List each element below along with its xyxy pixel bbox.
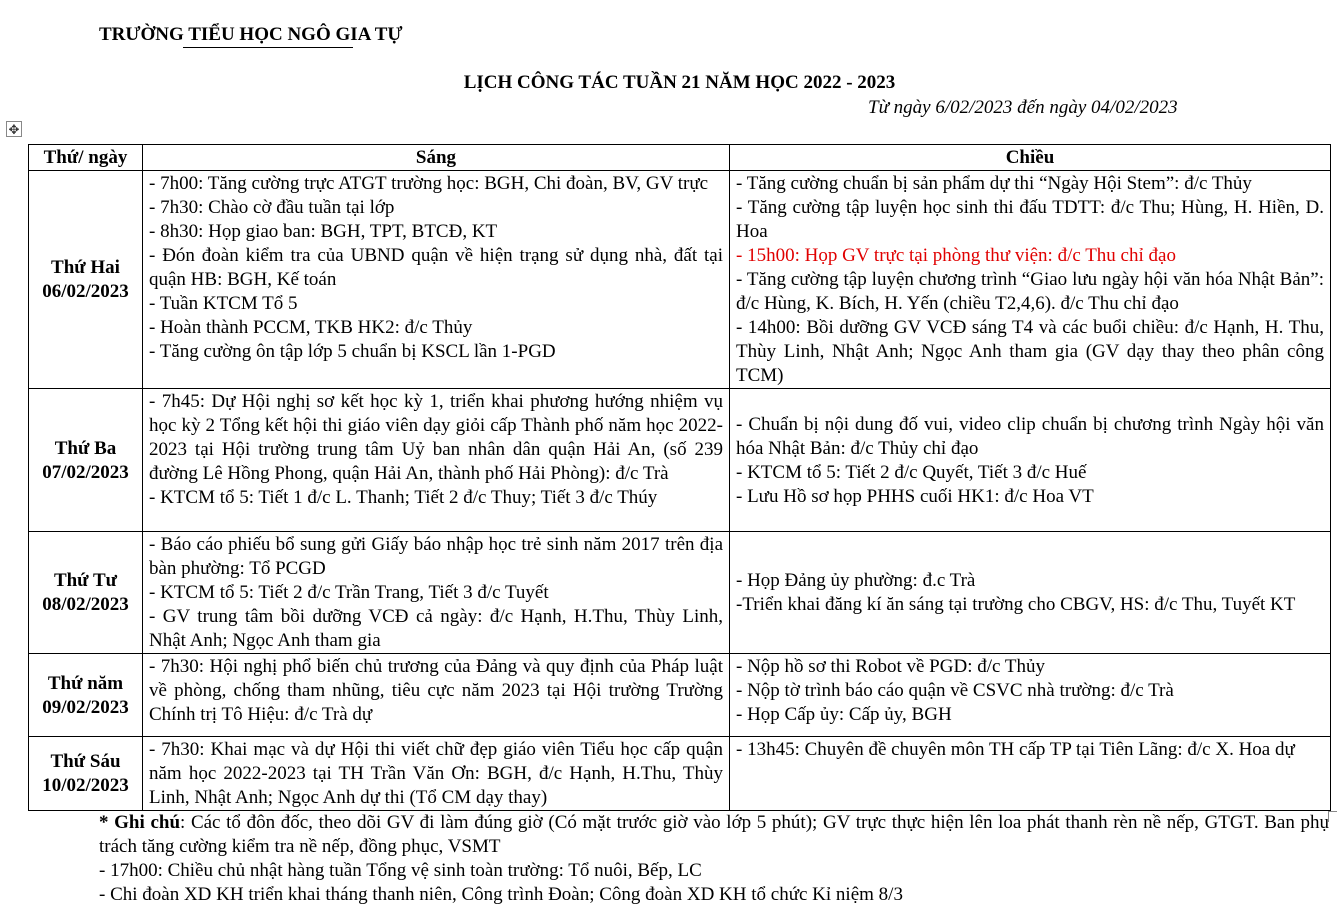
schedule-item: - 7h30: Chào cờ đầu tuần tại lớp [149,197,395,218]
schedule-item: - Nộp hồ sơ thi Robot về PGD: đ/c Thủy [736,656,1045,677]
table-row [29,171,1331,389]
schedule-item: - 7h00: Tăng cường trực ATGT trường học: BGH, Chi đoàn, BV, GV trực [149,173,709,194]
notes-text: : Các tổ đôn đốc, theo dõi GV đi làm đúng giờ (Có mặt trước giờ vào lớp 5 phút); GV trực thực hiện lên loa phát thanh rèn nề nếp, GTGT. Ban phụ trách tăng cường kiểm tra nề nếp, đồng phục, VSMT [99,812,1329,857]
document-body [28,144,1330,907]
day-cell [29,389,143,532]
afternoon-cell [730,737,1331,811]
day-name: Thứ Ba [54,437,117,459]
afternoon-cell [730,389,1331,532]
schedule-item: - GV trung tâm bồi dưỡng VCĐ cả ngày: đ/c Hạnh, H.Thu, Thùy Linh, Nhật Anh; Ngọc Anh tham gia [149,606,723,651]
day-name: Thứ năm [47,672,124,694]
table-row [29,389,1331,532]
notes-line: - Chi đoàn XD KH triển khai tháng thanh niên, Công trình Đoàn; Công đoàn XD KH tổ chức Kỉ niệm 8/3 [99,884,903,905]
schedule-item: - Tăng cường tập luyện chương trình “Giao lưu ngày hội văn hóa Nhật Bản”: đ/c Hùng, K. Bích, H. Yến (chiều T2,4,6). đ/c Thu chỉ đạo [736,269,1324,314]
schedule-item: - KTCM tổ 5: Tiết 2 đ/c Trần Trang, Tiết 3 đ/c Tuyết [149,582,549,603]
day-date: 09/02/2023 [42,696,129,718]
schedule-item: -Triển khai đăng kí ăn sáng tại trường cho CBGV, HS: đ/c Thu, Tuyết KT [736,594,1296,615]
table-row [29,737,1331,811]
schedule-item: - Tăng cường tập luyện học sinh thi đấu TDTT: đ/c Thu; Hùng, H. Hiền, D. Hoa [736,197,1324,242]
paragraph-corner-mark [1328,811,1337,822]
day-name: Thứ Tư [53,570,118,591]
table-move-handle-icon[interactable]: ✥ [6,121,22,137]
column-header-morning: Sáng [143,145,730,171]
schedule-item: - Tăng cường chuẩn bị sản phẩm dự thi “Ngày Hội Stem”: đ/c Thủy [736,173,1252,194]
schedule-item: - Lưu Hồ sơ họp PHHS cuối HK1: đ/c Hoa VT [736,485,1094,507]
day-name: Thứ Hai [51,257,120,278]
schedule-item: - KTCM tổ 5: Tiết 1 đ/c L. Thanh; Tiết 2 đ/c Thuy; Tiết 3 đ/c Thúy [149,487,658,508]
table-row [29,532,1331,654]
schedule-item: - Hoàn thành PCCM, TKB HK2: đ/c Thủy [149,317,473,338]
day-date: 07/02/2023 [42,461,129,483]
day-name: Thứ Sáu [50,751,121,772]
schedule-item: - 15h00: Họp GV trực tại phòng thư viện: đ/c Thu chỉ đạo [736,245,1176,266]
day-cell [29,654,143,737]
schedule-item: - 7h45: Dự Hội nghị sơ kết học kỳ 1, triển khai phương hướng nhiệm vụ học kỳ 2 Tổng kết hội thi giáo viên dạy giỏi cấp Thành phố năm học 2022-2023 tại Hội trường trung tâm Uỷ ban nhân dân quận Hải An, (số 239 đường Lê Hồng Phong, quận Hải An, thành phố Hải Phòng): đ/c Trà [149,391,723,484]
morning-cell [143,654,730,737]
notes [99,811,1329,907]
schedule-item: - Họp Đảng ủy phường: đ.c Trà [736,570,976,591]
schedule-item: - 13h45: Chuyên đề chuyên môn TH cấp TP tại Tiên Lãng: đ/c X. Hoa dự [736,739,1295,760]
afternoon-cell [730,171,1331,389]
afternoon-cell [730,654,1331,737]
schedule-item: - 14h00: Bồi dưỡng GV VCĐ sáng T4 và các buổi chiều: đ/c Hạnh, H. Thu, Thùy Linh, Nhật Anh; Ngọc Anh tham gia (GV dạy thay theo phân công TCM) [736,317,1324,386]
day-date: 10/02/2023 [42,775,129,796]
morning-cell [143,532,730,654]
schedule-table [28,144,1331,811]
schedule-item: - 7h30: Hội nghị phổ biến chủ trương của Đảng và quy định của Pháp luật về phòng, chống tham nhũng, tiêu cực năm 2023 tại Hội trường Trường Chính trị Tô Hiệu: đ/c Trà dự [149,656,723,725]
schedule-item: - KTCM tổ 5: Tiết 2 đ/c Quyết, Tiết 3 đ/c Huế [736,461,1087,483]
schedule-item: - 7h30: Khai mạc và dự Hội thi viết chữ đẹp giáo viên Tiểu học cấp quận năm học 2022-2023 tại TH Trần Văn Ơn: BGH, đ/c Hạnh, H.Thu, Thùy Linh, Nhật Anh; Ngọc Anh dự thi (Tổ CM dạy thay) [149,739,723,808]
notes-line: - 17h00: Chiều chủ nhật hàng tuần Tổng vệ sinh toàn trường: Tổ nuôi, Bếp, LC [99,860,702,881]
afternoon-cell [730,532,1331,654]
schedule-item: - Tăng cường ôn tập lớp 5 chuẩn bị KSCL lần 1-PGD [149,341,556,362]
school-underline [183,47,353,48]
column-header-afternoon: Chiều [730,145,1331,171]
table-header-row [29,145,1331,171]
schedule-item: - Họp Cấp ủy: Cấp ủy, BGH [736,704,952,725]
day-date: 08/02/2023 [42,594,129,615]
column-header-day: Thứ/ ngày [29,145,143,171]
day-date: 06/02/2023 [42,281,129,302]
schedule-item: - Chuẩn bị nội dung đố vui, video clip chuẩn bị chương trình Ngày hội văn hóa Nhật Bản: đ/c Thủy chỉ đạo [736,413,1324,459]
notes-label: * Ghi chú [99,812,181,833]
schedule-item: - 8h30: Họp giao ban: BGH, TPT, BTCĐ, KT [149,221,498,242]
date-range: Từ ngày 6/02/2023 đến ngày 04/02/2023 [868,97,1178,118]
schedule-item: - Nộp tờ trình báo cáo quận về CSVC nhà trường: đ/c Trà [736,680,1174,701]
morning-cell [143,389,730,532]
school-name: TRƯỜNG TIỂU HỌC NGÔ GIA TỰ [99,24,403,46]
schedule-item: - Tuần KTCM Tổ 5 [149,293,298,314]
schedule-item: - Báo cáo phiếu bổ sung gửi Giấy báo nhập học trẻ sinh năm 2017 trên địa bàn phường: Tổ PCGD [149,534,723,579]
day-cell [29,532,143,654]
page-title: LỊCH CÔNG TÁC TUẦN 21 NĂM HỌC 2022 - 2023 [463,72,896,93]
day-cell [29,171,143,389]
table-row [29,654,1331,737]
morning-cell [143,737,730,811]
morning-cell [143,171,730,389]
schedule-item: - Đón đoàn kiểm tra của UBND quận về hiện trạng sử dụng nhà, đất tại quận HB: BGH, Kế toán [149,245,723,290]
day-cell [29,737,143,811]
